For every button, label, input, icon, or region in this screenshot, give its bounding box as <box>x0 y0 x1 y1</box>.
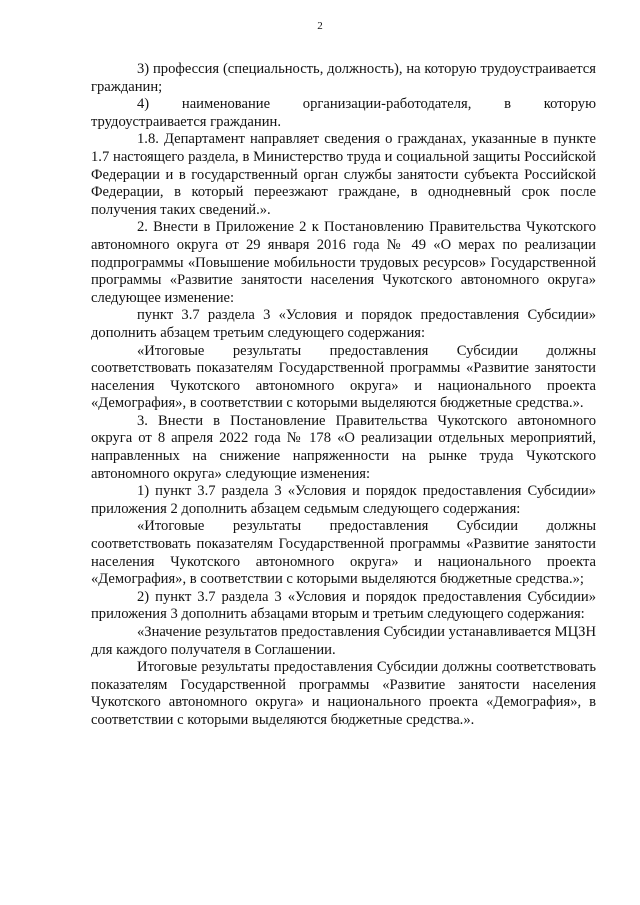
paragraph-item-4: 4) наименование организации-работодателя, в которую трудоустраивается гражданин. <box>91 96 596 130</box>
page-number: 2 <box>317 20 323 32</box>
paragraph-section-2-quote: «Итоговые результаты предоставления Субсидии должны соответствовать показателям Государственной программы «Развитие занятости населения Чукотского автономного округа» и национального проекта «Демография», в соответствии с которыми выделяются бюджетные средства.». <box>91 342 596 412</box>
paragraph-section-3: 3. Внести в Постановление Правительства Чукотского автономного округа от 8 апреля 2022 года № 178 «О реализации отдельных мероприятий, направленных на снижение напряженности на рынке труда Чукотского автономного округа» следующие изменения: <box>91 412 596 482</box>
paragraph-section-3-item-1: 1) пункт 3.7 раздела 3 «Условия и порядок предоставления Субсидии» приложения 2 дополнить абзацем седьмым следующего содержания: <box>91 483 596 517</box>
paragraph-item-3: 3) профессия (специальность, должность), на которую трудоустраивается гражданин; <box>91 61 596 95</box>
paragraph-section-2-change: пункт 3.7 раздела 3 «Условия и порядок предоставления Субсидии» дополнить абзацем третьим следующего содержания: <box>91 307 596 341</box>
paragraph-section-3-item-2-quote-1: «Значение результатов предоставления Субсидии устанавливается МЦЗН для каждого получателя в Соглашении. <box>91 624 596 658</box>
paragraph-1-8: 1.8. Департамент направляет сведения о гражданах, указанные в пункте 1.7 настоящего раздела, в Министерство труда и социальной защиты Российской Федерации и в государственный орган службы занятости субъекта Российской Федерации, в который переезжают граждане, в однодневный срок после получения таких сведений.». <box>91 131 596 218</box>
document-body <box>91 61 596 730</box>
paragraph-section-2: 2. Внести в Приложение 2 к Постановлению Правительства Чукотского автономного округа от 29 января 2016 года № 49 «О мерах по реализации подпрограммы «Повышение мобильности трудовых ресурсов» Государственной программы «Развитие занятости населения Чукотского автономного округа» следующее изменение: <box>91 219 596 306</box>
paragraph-section-3-item-2-quote-2: Итоговые результаты предоставления Субсидии должны соответствовать показателям Государственной программы «Развитие занятости населения Чукотского автономного округа» и национального проекта «Демография», в соответствии с которыми выделяются бюджетные средства.». <box>91 659 596 728</box>
paragraph-section-3-item-2: 2) пункт 3.7 раздела 3 «Условия и порядок предоставления Субсидии» приложения 3 дополнить абзацами вторым и третьим следующего содержания: <box>91 588 596 623</box>
paragraph-section-3-item-1-quote: «Итоговые результаты предоставления Субсидии должны соответствовать показателям Государственной программы «Развитие занятости населения Чукотского автономного округа» и национального проекта «Демография», в соответствии с которыми выделяются бюджетные средства.»; <box>91 518 596 588</box>
